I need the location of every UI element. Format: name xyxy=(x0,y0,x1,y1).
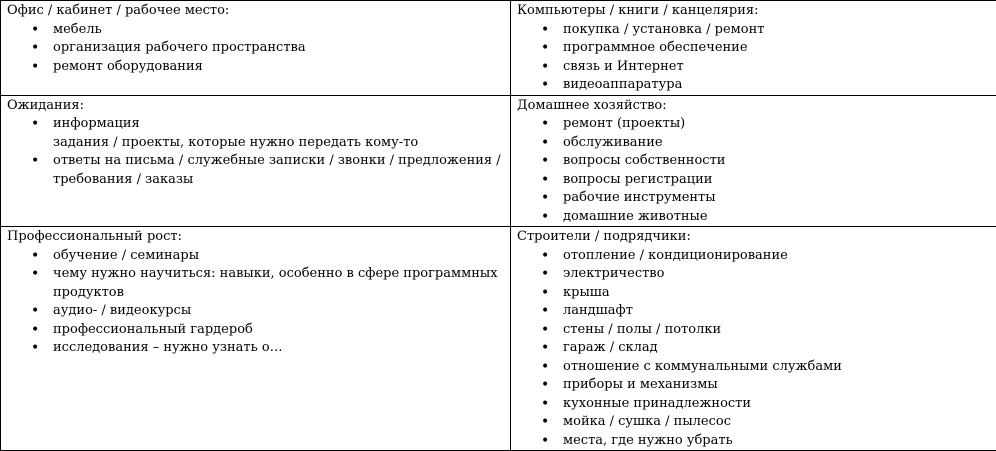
list-item: • профессиональный гардероб xyxy=(7,321,504,340)
table-row xyxy=(1,227,996,451)
cell-builders xyxy=(511,227,996,451)
cell-household xyxy=(511,95,996,227)
list-item: • видеоаппаратура xyxy=(517,76,996,95)
cell-office xyxy=(1,1,511,96)
list-subline: задания / проекты, которые нужно передать кому-то xyxy=(7,134,504,153)
list-item: • кухонные принадлежности xyxy=(517,395,996,414)
cell-title: Профессиональный рост: xyxy=(7,228,504,247)
list-item: • электричество xyxy=(517,265,996,284)
list-item: • места, где нужно убрать xyxy=(517,432,996,451)
list-item: • приборы и механизмы xyxy=(517,376,996,395)
list-item: • чему нужно научиться: навыки, особенно в сфере программных продуктов xyxy=(7,265,504,302)
table-row xyxy=(1,95,996,227)
list-item: • мебель xyxy=(7,21,504,40)
list-item: • вопросы собственности xyxy=(517,152,996,171)
bullet-list xyxy=(517,115,996,226)
bullet-list xyxy=(7,21,504,77)
cell-title: Строители / подрядчики: xyxy=(517,228,996,247)
bullet-list xyxy=(7,247,504,358)
cell-title: Домашнее хозяйство: xyxy=(517,97,996,116)
list-item: • крыша xyxy=(517,284,996,303)
list-item: • отопление / кондиционирование xyxy=(517,247,996,266)
list-item: • ландшафт xyxy=(517,302,996,321)
list-item: • гараж / склад xyxy=(517,339,996,358)
list-item: • отношение с коммунальными службами xyxy=(517,358,996,377)
list-item: • стены / полы / потолки xyxy=(517,321,996,340)
list-item: • ремонт (проекты) xyxy=(517,115,996,134)
cell-expectations xyxy=(1,95,511,227)
list-item: • вопросы регистрации xyxy=(517,171,996,190)
cell-computers xyxy=(511,1,996,96)
list-item: • обслуживание xyxy=(517,134,996,153)
list-item: • аудио- / видеокурсы xyxy=(7,302,504,321)
list-item: • домашние животные xyxy=(517,208,996,227)
list-item: • связь и Интернет xyxy=(517,58,996,77)
list-item: • программное обеспечение xyxy=(517,39,996,58)
list-item: • ответы на письма / служебные записки / звонки / предложения / требования / заказы xyxy=(7,152,504,189)
list-item: • покупка / установка / ремонт xyxy=(517,21,996,40)
cell-title: Офис / кабинет / рабочее место: xyxy=(7,2,504,21)
list-item: • информация xyxy=(7,115,504,134)
cell-title: Ожидания: xyxy=(7,97,504,116)
bullet-list xyxy=(7,115,504,134)
bullet-list xyxy=(517,21,996,95)
list-item: • обучение / семинары xyxy=(7,247,504,266)
list-item: • ремонт оборудования xyxy=(7,58,504,77)
bullet-list xyxy=(7,152,504,189)
cell-title: Компьютеры / книги / канцелярия: xyxy=(517,2,996,21)
cell-professional-growth xyxy=(1,227,511,451)
list-item: • рабочие инструменты xyxy=(517,189,996,208)
table-row xyxy=(1,1,996,96)
list-item: • мойка / сушка / пылесос xyxy=(517,413,996,432)
list-item: • организация рабочего пространства xyxy=(7,39,504,58)
list-item: • исследования – нужно узнать о… xyxy=(7,339,504,358)
bullet-list xyxy=(517,247,996,451)
